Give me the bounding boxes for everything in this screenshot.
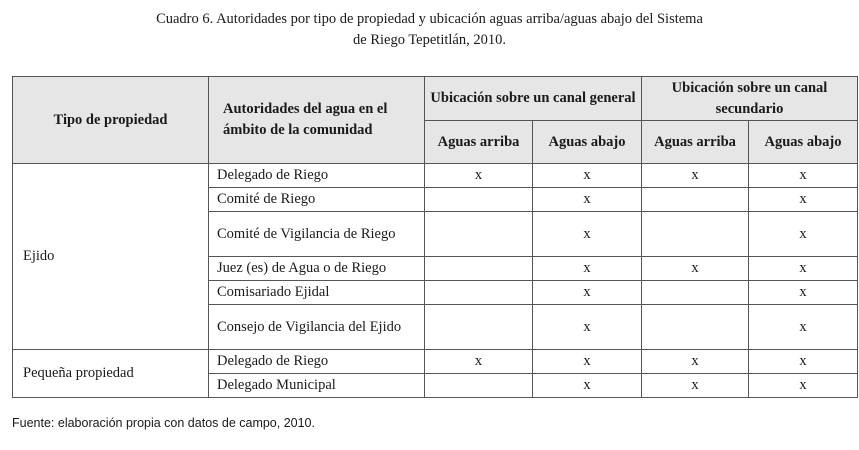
authority-cell: Comité de Vigilancia de Riego bbox=[209, 212, 425, 257]
authority-cell: Delegado de Riego bbox=[209, 164, 425, 188]
mark-cell: x bbox=[749, 188, 858, 212]
table-header bbox=[13, 77, 858, 164]
header-tipo-propiedad: Tipo de propiedad bbox=[13, 77, 209, 164]
mark-cell: x bbox=[642, 257, 749, 281]
mark-cell: x bbox=[749, 212, 858, 257]
source-note: Fuente: elaboración propia con datos de campo, 2010. bbox=[12, 416, 315, 430]
mark-cell: x bbox=[533, 212, 642, 257]
mark-cell: x bbox=[642, 374, 749, 398]
caption-line-1: Cuadro 6. Autoridades por tipo de propiedad y ubicación aguas arriba/aguas abajo del Sistema bbox=[156, 11, 703, 27]
mark-cell bbox=[642, 188, 749, 212]
mark-cell bbox=[425, 257, 533, 281]
table-row bbox=[13, 164, 858, 188]
mark-cell: x bbox=[642, 164, 749, 188]
group-ejido: Ejido bbox=[13, 164, 209, 350]
header-autoridades: Autoridades del agua en el ámbito de la comunidad bbox=[209, 77, 425, 164]
authority-cell: Delegado de Riego bbox=[209, 350, 425, 374]
table-row bbox=[13, 350, 858, 374]
header-secundario-aguas-abajo: Aguas abajo bbox=[749, 121, 858, 164]
mark-cell: x bbox=[425, 164, 533, 188]
mark-cell: x bbox=[533, 257, 642, 281]
authority-cell: Comité de Riego bbox=[209, 188, 425, 212]
mark-cell: x bbox=[642, 350, 749, 374]
mark-cell bbox=[425, 188, 533, 212]
mark-cell: x bbox=[533, 374, 642, 398]
mark-cell: x bbox=[533, 305, 642, 350]
mark-cell: x bbox=[533, 350, 642, 374]
mark-cell bbox=[425, 281, 533, 305]
mark-cell bbox=[425, 374, 533, 398]
authority-cell: Juez (es) de Agua o de Riego bbox=[209, 257, 425, 281]
mark-cell bbox=[642, 212, 749, 257]
mark-cell: x bbox=[749, 281, 858, 305]
header-secundario-aguas-arriba: Aguas arriba bbox=[642, 121, 749, 164]
mark-cell: x bbox=[533, 281, 642, 305]
mark-cell bbox=[425, 305, 533, 350]
authority-cell: Comisariado Ejidal bbox=[209, 281, 425, 305]
mark-cell bbox=[642, 281, 749, 305]
mark-cell bbox=[425, 212, 533, 257]
header-canal-secundario: Ubicación sobre un canal secundario bbox=[642, 77, 858, 121]
authorities-table bbox=[12, 76, 858, 398]
mark-cell: x bbox=[425, 350, 533, 374]
mark-cell: x bbox=[533, 164, 642, 188]
mark-cell: x bbox=[533, 188, 642, 212]
mark-cell bbox=[642, 305, 749, 350]
header-general-aguas-arriba: Aguas arriba bbox=[425, 121, 533, 164]
header-canal-general: Ubicación sobre un canal general bbox=[425, 77, 642, 121]
caption-line-2: de Riego Tepetitlán, 2010. bbox=[353, 32, 506, 48]
authority-cell: Delegado Municipal bbox=[209, 374, 425, 398]
mark-cell: x bbox=[749, 164, 858, 188]
table-body bbox=[13, 164, 858, 398]
group-pequena-propiedad: Pequeña propiedad bbox=[13, 350, 209, 398]
mark-cell: x bbox=[749, 350, 858, 374]
mark-cell: x bbox=[749, 257, 858, 281]
header-general-aguas-abajo: Aguas abajo bbox=[533, 121, 642, 164]
table-caption bbox=[0, 9, 859, 51]
authority-cell: Consejo de Vigilancia del Ejido bbox=[209, 305, 425, 350]
mark-cell: x bbox=[749, 374, 858, 398]
mark-cell: x bbox=[749, 305, 858, 350]
